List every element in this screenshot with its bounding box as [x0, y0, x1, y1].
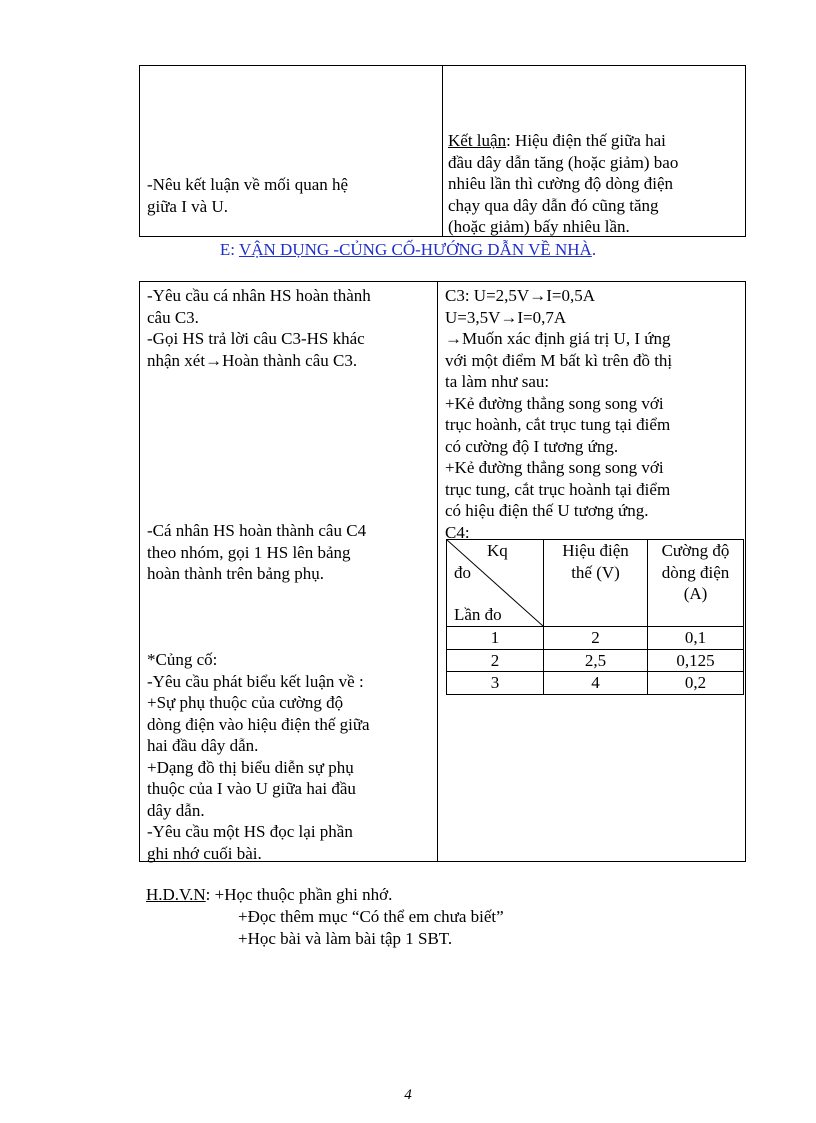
header-current: [648, 540, 744, 627]
text-line: -Yêu cầu cá nhân HS hoàn thành: [147, 286, 371, 305]
text-line: +Dạng đồ thị biểu diễn sự phụ: [147, 757, 354, 777]
text-line: dòng điện vào hiệu điện thế giữa: [147, 714, 370, 734]
header-line: thế (V): [571, 562, 620, 582]
text-line: C3: U=2,5V→I=0,5A: [445, 286, 595, 305]
text-line: với một điểm M bất kì trên đồ thị: [445, 350, 673, 370]
homework-first-rest: : +Học thuộc phần ghi nhớ.: [205, 885, 393, 904]
teacher-activity-c4: [147, 520, 366, 585]
text-line: -Gọi HS trả lời câu C3-HS khác: [147, 329, 365, 348]
page-number: 4: [404, 1087, 412, 1103]
cell-lan: 3: [447, 672, 544, 695]
text-line: chạy qua dây dẫn đó cũng tăng: [448, 195, 659, 215]
cell-voltage: 4: [544, 672, 648, 695]
cell-current: 0,125: [648, 649, 744, 672]
section-prefix: E:: [219, 240, 239, 259]
consolidation-block: [147, 649, 370, 864]
header-line: (A): [683, 584, 708, 603]
conclusion-first-line: [448, 130, 678, 152]
corner-do-label: đo: [454, 563, 471, 582]
application-table: [139, 281, 746, 862]
corner-lan-do-label: Lần đo: [454, 605, 502, 624]
text-line: dây dẫn.: [147, 800, 205, 820]
text-line: ghi nhớ cuối bài.: [147, 843, 262, 863]
teacher-activity-conclusion: [147, 174, 348, 217]
conclusion-table: [139, 65, 746, 237]
corner-kq-label: Kq: [487, 541, 508, 560]
text-line: nhận xét→Hoàn thành câu C3.: [147, 350, 358, 370]
homework-label: H.D.V.N: [146, 885, 206, 904]
text-line: có hiệu điện thế U tương ứng.: [445, 501, 649, 520]
section-heading: [0, 239, 816, 261]
text-line: -Yêu cầu một HS đọc lại phần: [147, 822, 353, 841]
student-answers: [445, 285, 672, 543]
homework-line-3: +Học bài và làm bài tập 1 SBT.: [238, 929, 453, 948]
table-row: [447, 627, 744, 650]
header-voltage: [544, 540, 648, 627]
text-line: -Nêu kết luận về mối quan hệ: [147, 175, 349, 194]
text-line: +Kẻ đường thẳng song song với: [445, 458, 664, 477]
teacher-activity-c3: [147, 285, 371, 371]
text-line: nhiêu lần thì cường độ dòng điện: [448, 174, 674, 193]
text-line: ta làm như sau:: [445, 372, 550, 391]
text-line: -Cá nhân HS hoàn thành câu C4: [147, 521, 367, 540]
homework-line-1: [146, 884, 392, 906]
conclusion-label: Kết luận: [448, 131, 507, 150]
column-divider: [437, 282, 438, 861]
text-line: hai đầu dây dẫn.: [147, 736, 259, 755]
text-line: *Củng cố:: [147, 650, 218, 669]
header-line: Cường độ: [661, 541, 730, 560]
table-header-row: [447, 540, 744, 627]
conclusion-first-rest: : Hiệu điện thế giữa hai: [506, 131, 666, 150]
text-line: +Sự phụ thuộc của cường độ: [147, 693, 344, 712]
header-line: dòng điện: [661, 562, 730, 582]
cell-current: 0,2: [648, 672, 744, 695]
text-line: trục tung, cắt trục hoành tại điểm: [445, 479, 671, 499]
text-line: U=3,5V→I=0,7A: [445, 307, 567, 327]
text-line: đầu dây dẫn tăng (hoặc giảm) bao: [448, 152, 679, 172]
text-line: theo nhóm, gọi 1 HS lên bảng: [147, 542, 351, 562]
cell-lan: 2: [447, 649, 544, 672]
text-line: thuộc của I vào U giữa hai đầu: [147, 779, 356, 798]
table-row: [447, 672, 744, 695]
text-line: câu C3.: [147, 307, 199, 327]
section-title-link[interactable]: VẬN DỤNG -CỦNG CỐ-HƯỚNG DẪN VỀ NHÀ: [238, 240, 592, 259]
text-line: →Muốn xác định giá trị U, I ứng: [445, 329, 671, 348]
table-row: [447, 649, 744, 672]
text-line: -Yêu cầu phát biểu kết luận về :: [147, 671, 364, 691]
text-line: giữa I và U.: [147, 196, 228, 216]
text-line: có cường độ I tương ứng.: [445, 436, 619, 456]
student-conclusion: [448, 130, 678, 238]
text-line: +Kẻ đường thẳng song song với: [445, 393, 664, 413]
homework-line-2: +Đọc thêm mục “Có thể em chưa biết”: [238, 907, 504, 926]
corner-cell: [447, 540, 544, 627]
column-divider: [442, 66, 443, 236]
text-line: trục hoành, cắt trục tung tại điểm: [445, 415, 671, 434]
c4-results-table: [446, 539, 744, 695]
cell-voltage: 2: [544, 627, 648, 650]
header-line: Hiệu điện: [562, 541, 629, 560]
section-suffix: .: [591, 240, 597, 259]
cell-lan: 1: [447, 627, 544, 650]
text-line: hoàn thành trên bảng phụ.: [147, 564, 325, 583]
cell-voltage: 2,5: [544, 649, 648, 672]
cell-current: 0,1: [648, 627, 744, 650]
text-line: C4:: [445, 522, 470, 542]
text-line: (hoặc giảm) bấy nhiêu lần.: [448, 217, 630, 236]
